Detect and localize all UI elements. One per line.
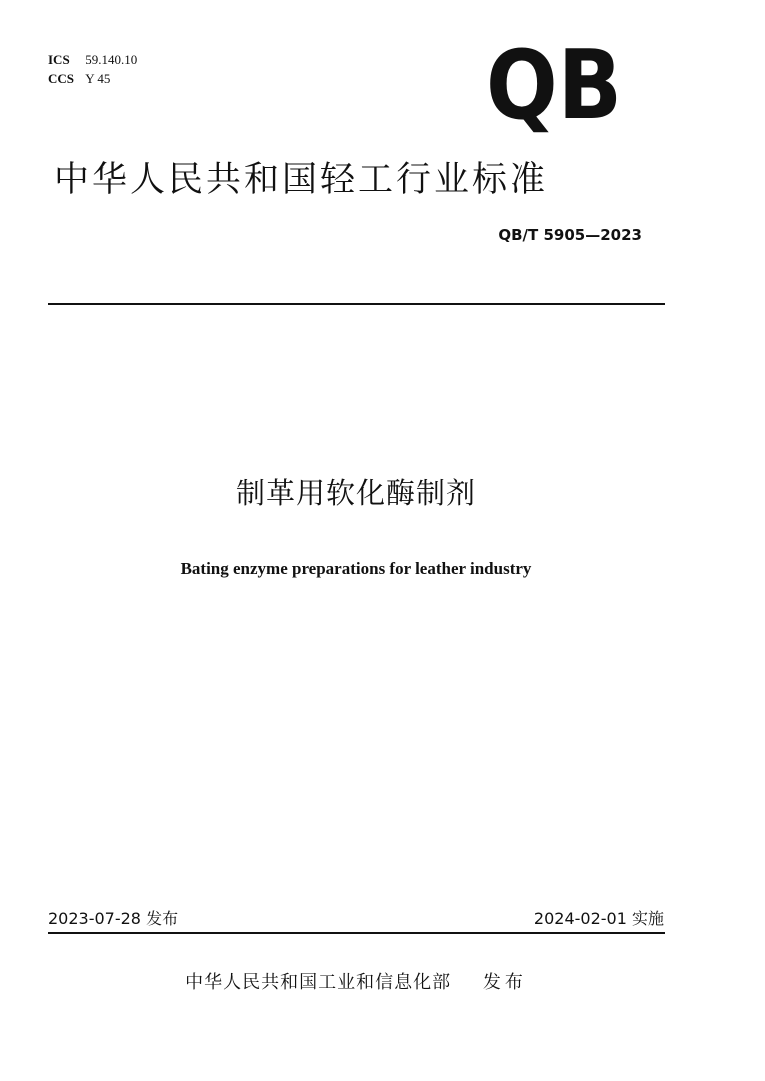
ics-row: [48, 50, 137, 69]
document-title-cn: 制革用软化酶制剂: [235, 476, 476, 510]
ics-code: 59.140.10: [85, 52, 138, 67]
bottom-divider: [48, 932, 665, 934]
top-divider: [48, 303, 665, 305]
implementation-date: 2024-02-01 实施: [533, 909, 664, 928]
ccs-code: Y 45: [85, 71, 111, 86]
classification-codes: [48, 50, 137, 88]
ccs-label: CCS: [48, 71, 75, 86]
qb-logo: [484, 30, 624, 142]
document-title-en: Bating enzyme preparations for leather industry: [180, 559, 532, 578]
svg-text:QB: QB: [486, 30, 622, 142]
ccs-row: [48, 69, 137, 88]
publisher-line: [0, 968, 712, 994]
publisher-action: 发布: [482, 972, 527, 993]
issue-date: 2023-07-28 发布: [48, 909, 179, 928]
standard-number: QB/T 5905—2023: [498, 226, 642, 244]
publisher-org: 中华人民共和国工业和信息化部: [185, 972, 452, 993]
standard-category-title: 中华人民共和国轻工行业标准: [54, 160, 549, 200]
ics-label: ICS: [48, 52, 70, 67]
